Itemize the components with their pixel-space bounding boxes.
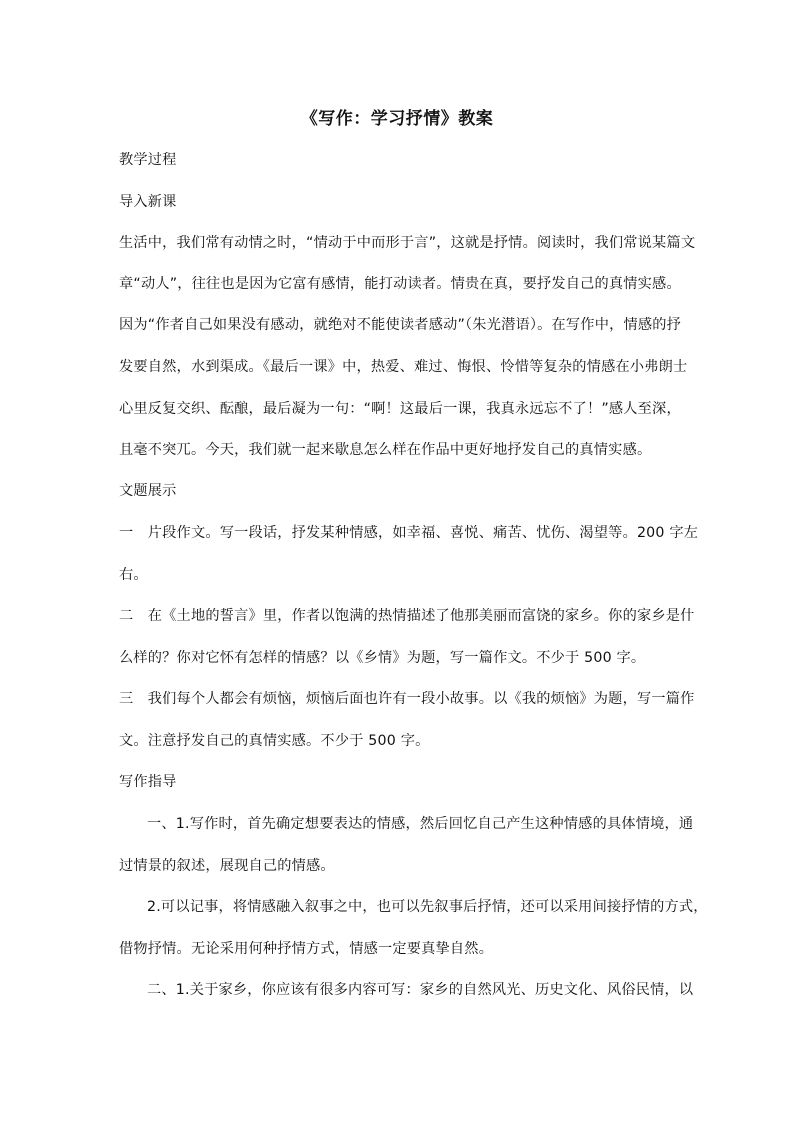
guidance-line: 2.可以记事，将情感融入叙事之中，也可以先叙事后抒情，还可以采用间接抒情的方式，	[147, 899, 708, 915]
topic-two-line: 二 在《土地的誓言》里，作者以饱满的热情描述了他那美丽而富饶的家乡。你的家乡是什	[119, 608, 695, 624]
paragraph-line: 发要自然，水到渠成。《最后一课》中，热爱、难过、悔恨、怜惜等复杂的情感在小弗朗士	[119, 359, 688, 375]
document-title: 《写作：学习抒情》教案	[300, 109, 494, 129]
topic-three-line: 文。注意抒发自己的真情实感。不少于 500 字。	[119, 733, 430, 749]
topic-one-line: 右。	[119, 567, 148, 583]
topic-one-line: 一 片段作文。写一段话，抒发某种情感，如幸福、喜悦、痛苦、忧伤、渴望等。200 字左	[119, 525, 699, 541]
paragraph-line: 且毫不突兀。今天，我们就一起来歇息怎么样在作品中更好地抒发自己的真情实感。	[119, 442, 652, 458]
topic-two-line: 么样的？你对它怀有怎样的情感？以《乡情》为题，写一篇作文。不少于 500 字。	[119, 650, 646, 666]
paragraph-line: 心里反复交织、酝酿，最后凝为一句：“啊！这最后一课，我真永远忘不了！”感人至深，	[119, 401, 681, 417]
guidance-line: 借物抒情。无论采用何种抒情方式，情感一定要真挚自然。	[119, 941, 494, 957]
guidance-line: 二、1.关于家乡，你应该有很多内容可写：家乡的自然风光、历史文化、风俗民情，以	[147, 982, 694, 998]
heading-teaching-process: 教学过程	[119, 152, 177, 168]
heading-writing-guidance: 写作指导	[119, 774, 177, 790]
heading-introduction: 导入新课	[119, 194, 177, 210]
guidance-line: 过情景的叙述，展现自己的情感。	[119, 858, 335, 874]
paragraph-line: 因为“作者自己如果没有感动，就绝对不能使读者感动”（朱光潜语）。在写作中，情感的抒	[119, 317, 682, 333]
topic-three-line: 三 我们每个人都会有烦恼，烦恼后面也许有一段小故事。以《我的烦恼》为题，写一篇作	[119, 691, 695, 707]
heading-topics: 文题展示	[119, 483, 177, 499]
guidance-line: 一、1.写作时，首先确定想要表达的情感，然后回忆自己产生这种情感的具体情境，通	[147, 816, 694, 832]
paragraph-line: 生活中，我们常有动情之时，“情动于中而形于言”，这就是抒情。阅读时，我们常说某篇文	[119, 235, 696, 251]
paragraph-line: 章“动人”，往往也是因为它富有感情，能打动读者。情贵在真，要抒发自己的真情实感。	[119, 276, 681, 292]
